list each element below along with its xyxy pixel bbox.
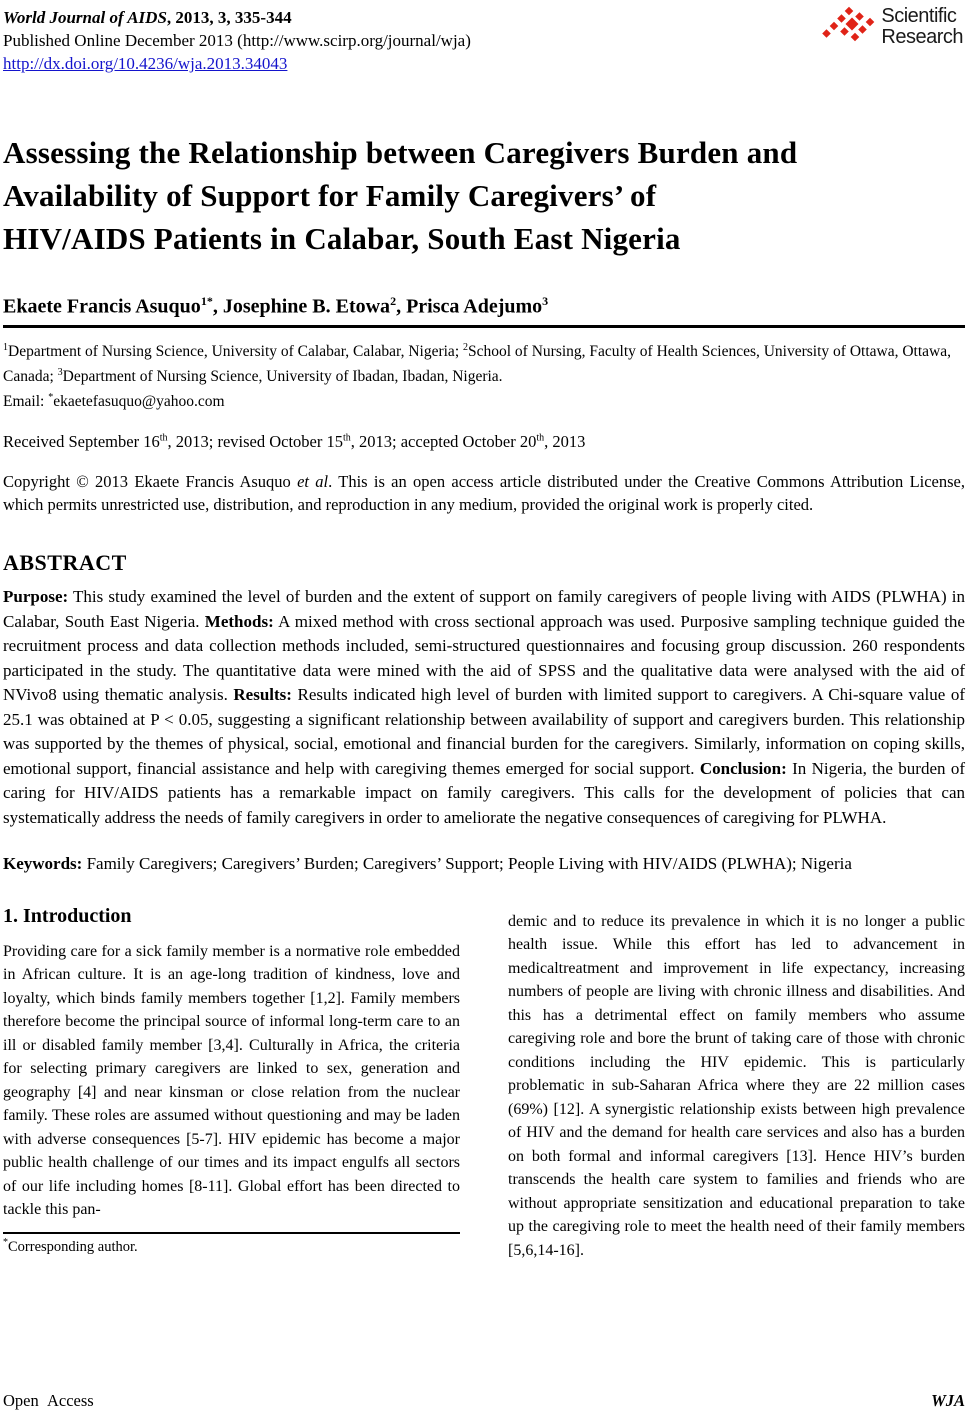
author-affiliation-mark: 1*: [200, 294, 213, 308]
email-asterisk: *: [48, 391, 54, 403]
copyright-text: Copyright © 2013 Ekaete Francis Asuquo: [3, 472, 298, 492]
article-title-line2: Availability of Support for Family Caregivers’ of: [3, 178, 657, 213]
results-text: Results indicated high level of burden with limited support to caregivers. A Chi-square value of 25.1 was obtained at P < 0.05, suggesting a significant relationship between availability of support and caregivers burden. This relationship was supported by the themes of physical, social, emotional and financial burden for the caregivers. Similarly, information on coping skills, emotional support, financial assistance and help with caregiving themes emerged for social support.: [3, 685, 965, 778]
methods-text: A mixed method with cross sectional approach was used. Purposive sampling technique guided the recruitment process and data collection methods included, semi-structured questionnaires and focusing group discussion. 260 respondents participated in the study. The quantitative data were mined with the aid of SPSS and the qualitative data were analysed with the aid of NVivo8 using thematic analysis.: [3, 611, 965, 705]
results-label: Results:: [233, 685, 292, 705]
ordinal-suffix: th: [342, 432, 351, 444]
introduction-heading: 1. Introduction: [3, 904, 132, 927]
affiliation-entry: [3, 343, 463, 360]
affiliation-text: School of Nursing, Faculty of Health Sciences, University of Ottawa, Ottawa, Canada;: [3, 342, 951, 385]
publisher-logo: [819, 6, 965, 48]
copyright-notice: [3, 470, 965, 516]
ordinal-suffix: th: [159, 432, 168, 444]
page-footer: [3, 1391, 965, 1411]
affiliation-mark: 3: [57, 366, 63, 378]
affiliation-entry: [58, 368, 503, 385]
publisher-name-line2: Research: [881, 26, 963, 48]
introduction-paragraph-right: demic and to reduce its prevalence in which it is no longer a public health issue. While this effort has led to advancement in medicaltreatment and improvement in life expectancy, increasing numbers of people are living with chronic illness and disabilities. And this has a detrimental effect on family members who assume caregiving role and bore the brunt of taking care of those with chronic conditions including the HIV epidemic. This is particularly problematic in sub-Saharan Africa where they are 22 million cases (69%) [12]. A synergistic relationship exists between high prevalence of HIV and the demand for health care services and also has a burden on both formal and informal caregivers [13]. Hence HIV’s burden transcends the health care system to families and friends who are without appropriate sensitization and educational preparation to take up the caregiving role to meet the health need of their family members [5,6,14-16].: [508, 912, 965, 1259]
open-access-label: Open Access: [3, 1391, 94, 1410]
journal-title: World Journal of AIDS: [3, 8, 167, 27]
methods-label: Methods:: [204, 611, 274, 631]
journal-citation-line: [3, 6, 471, 29]
affiliation-text: Department of Nursing Science, University of Ibadan, Ibadan, Nigeria.: [62, 367, 503, 385]
email-address: ekaetefasuquo@yahoo.com: [53, 393, 225, 411]
journal-info: [3, 6, 471, 75]
purpose-text: This study examined the level of burden and the extent of support on family caregivers of people living with AIDS (PLWHA) in Calabar, South East Nigeria.: [3, 587, 965, 631]
left-column: [3, 905, 460, 1263]
footnote-asterisk: *: [3, 1236, 8, 1248]
article-title-line1: Assessing the Relationship between Caregivers Burden and: [3, 135, 798, 170]
article-title-line3: HIV/AIDS Patients in Calabar, South East Nigeria: [3, 221, 681, 256]
footnote-text: [3, 1237, 460, 1256]
email-line: [3, 387, 965, 412]
received-text: , 2013: [544, 432, 586, 452]
publisher-name-line1: Scientific: [881, 5, 957, 27]
author-name: , Prisca Adejumo: [396, 295, 543, 318]
affiliation-mark: 1: [3, 341, 8, 353]
red-diamond-cluster-icon: [819, 6, 877, 48]
keywords-line: [3, 852, 965, 877]
author-name: Ekaete Francis Asuquo: [3, 295, 201, 318]
conclusion-text: In Nigeria, the burden of caring for HIV/AIDS patients has a remarkable impact on family caregivers. This calls for the development of policies that can systematically address the needs of family caregivers in order to ameliorate the negative consequences of caregiving for PLWHA.: [3, 758, 965, 827]
author-list: [3, 294, 965, 319]
author-name: , Josephine B. Etowa: [212, 295, 391, 318]
keywords-label: Keywords:: [3, 854, 83, 874]
journal-citation-meta: , 2013, 3, 335-344: [166, 8, 292, 27]
et-al: et al: [297, 472, 329, 492]
published-online-line: Published Online December 2013 (http://www.scirp.org/journal/wja): [3, 31, 471, 50]
email-label: Email:: [3, 393, 49, 411]
abstract-paragraph: [3, 585, 965, 830]
abstract-heading: ABSTRACT: [3, 550, 127, 576]
body-columns: [3, 905, 965, 1263]
received-text: , 2013; revised October 15: [167, 432, 343, 452]
right-column: [508, 905, 965, 1263]
received-text: , 2013; accepted October 20: [350, 432, 537, 452]
received-text: Received September 16: [3, 432, 160, 452]
author-divider-rule: [3, 325, 965, 328]
purpose-label: Purpose:: [3, 587, 69, 607]
doi-line: [3, 52, 471, 75]
affiliations-block: [3, 337, 965, 412]
received-dates-line: [3, 432, 965, 452]
conclusion-label: Conclusion:: [699, 758, 787, 778]
affiliation-mark: 2: [463, 341, 468, 353]
footnote-block: [3, 1232, 460, 1256]
introduction-paragraph-left: Providing care for a sick family member is a normative role embedded in African culture. It is an age-long tradition of kindness, love and loyalty, which binds family members together [1,2]. Family members therefore become the principal source of informal long-term care to an ill or disabled family member [3,4]. Culturally in Africa, the criteria for selecting primary caregivers are linked to sex, generation and geography [4] and near kinsman or close relation from the nuclear family. These roles are assumed without questioning and may be laden with adverse consequences [5-7]. HIV epidemic has become a major public health challenge of our times and its impact engulfs all sectors of our life including homes [8-11]. Global effort has been directed to tackle this pan-: [3, 942, 460, 1219]
page-header: [3, 6, 965, 75]
journal-abbreviation: WJA: [931, 1391, 965, 1410]
publisher-name: [881, 6, 963, 48]
copyright-text: . This is an open access article distributed under the Creative Commons Attribution License, which permits unrestricted use, distribution, and reproduction in any medium, provided the original work is properly cited.: [3, 472, 965, 515]
doi-link[interactable]: http://dx.doi.org/10.4236/wja.2013.34043: [3, 54, 288, 73]
footnote-label: Corresponding author.: [8, 1238, 138, 1255]
author-affiliation-mark: 2: [390, 294, 397, 308]
footnote-rule: [3, 1232, 460, 1234]
article-title: [3, 131, 965, 260]
ordinal-suffix: th: [536, 432, 545, 444]
author-affiliation-mark: 3: [542, 294, 549, 308]
affiliation-text: Department of Nursing Science, University of Calabar, Calabar, Nigeria;: [8, 342, 463, 360]
keywords-text: Family Caregivers; Caregivers’ Burden; Caregivers’ Support; People Living with HIV/AIDS (PLWHA); Nigeria: [82, 854, 852, 874]
